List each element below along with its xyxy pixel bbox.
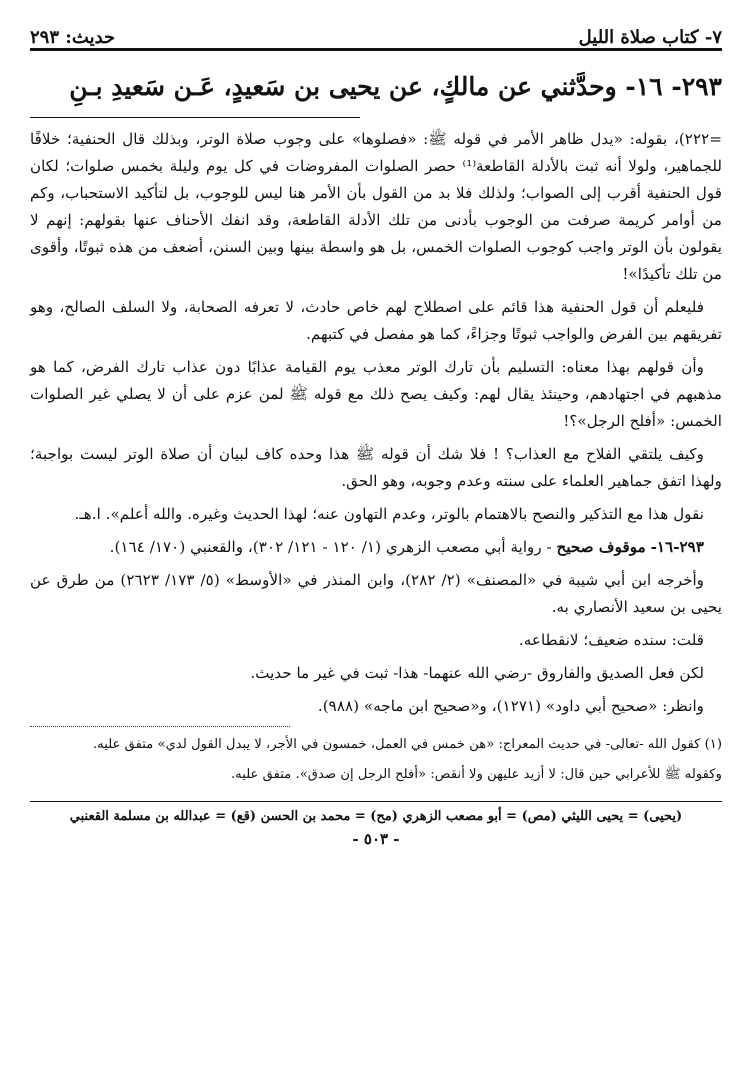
commentary-text [30, 126, 722, 720]
paragraph: نقول هذا مع التذكير والنصح بالاهتمام بالوتر، وعدم التهاون عنه؛ لهذا الحديث وغيره. والله أعلم». ا.هـ. [74, 505, 704, 523]
book-chapter-title: ٧- كتاب صلاة الليل [578, 27, 722, 48]
footnote: وكقوله ﷺ للأعرابي حين قال: لا أزيد عليهن ولا أنقص: «أفلح الرجل إن صدق». متفق عليه. [230, 767, 722, 782]
abbreviations-key: (يحيى) = يحيى الليثي (مص) = أبو مصعب الزهري (مح) = محمد بن الحسن (قع) = عبدالله بن مسلمة القعنبي [69, 809, 683, 824]
paragraph: =٢٢٢)، بقوله: «يدل ظاهر الأمر في قوله ﷺ: «فصلوها» على وجوب صلاة الوتر، وبذلك قال الحنفية؛ خلافًا للجماهير، ولولا أنه ثبت بالأدلة القاطعة⁽¹⁾ حصر الصلوات المفروضات في كل يوم وليلة بخمس صلوات؛ لكان قول الحنفية أقرب إلى الصواب؛ ولذلك فلا بد من القول بأن الأمر هنا ليس للوجوب، بل لتأكيد الاستحباب، وكم من أوامر كريمة صرفت من الوجوب بأدنى من تلك الأدلة القاطعة، وقد انفك الأحناف عنها بقولهم: إنهم لا يقولون بأن الوتر واجب كوجوب الصلوات الخمس، بل هو واسطة بينها وبين السنن، أضعف من هذه ثبوتًا، وأقوى من تلك تأكيدًا»! [30, 130, 723, 283]
page-number: - ٥٠٣ - [352, 830, 400, 848]
paragraph: وكيف يلتقي الفلاح مع العذاب؟ ! فلا شك أن قوله ﷺ هذا وحده كاف لبيان أن صلاة الوتر ليست بواجبة؛ ولهذا اتفق جماهير العلماء على سنته وعدم وجوبه، وهو الحق. [30, 445, 722, 490]
abbreviations-rule [30, 801, 722, 802]
footnotes [30, 733, 722, 787]
grading-number: ٢٩٣-١٦- [650, 538, 704, 556]
takhrij-line: وانظر: «صحيح أبي داود» (١٢٧١)، و«صحيح ابن ماجه» (٩٨٨). [317, 697, 704, 715]
takhrij-line: قلت: سنده ضعيف؛ لانقطاعه. [518, 631, 704, 649]
paragraph: فليعلم أن قول الحنفية هذا قائم على اصطلاح لهم خاص حادث، لا تعرفه الصحابة، ولا السلف الصالح، وهو تفريقهم بين الفرض والواجب ثبوتًا وجزاءً، كما هو مفصل في كتبهم. [30, 298, 722, 343]
takhrij-line: وأخرجه ابن أبي شيبة في «المصنف» (٢/ ٢٨٢)، وابن المنذر في «الأوسط» (٥/ ١٧٣/ ٢٦٢٣) من طرق عن يحيى بن سعيد الأنصاري به. [30, 571, 722, 616]
footnote-separator [30, 726, 290, 727]
grading-label: موقوف صحيح [556, 538, 646, 556]
takhrij-line: لكن فعل الصديق والفاروق -رضي الله عنهما- هذا- ثبت في غير ما حديث. [250, 664, 704, 682]
heading-rule [30, 117, 360, 118]
grading-line [30, 534, 722, 561]
running-header [30, 18, 722, 51]
hadith-number-label: حديث: ٢٩٣ [30, 27, 116, 48]
book-page [30, 18, 722, 1078]
grading-details: - رواية أبي مصعب الزهري (١/ ١٢٠ - ١٢١/ ٣٠٢)، والقعنبي (١٧٠/ ١٦٤). [109, 538, 552, 556]
footnote: (١) كقول الله -تعالى- في حديث المعراج: «هن خمس في العمل، خمسون في الأجر، لا يبدل القول لدي» متفق عليه. [92, 737, 722, 752]
paragraph: وأن قولهم بهذا معناه: التسليم بأن تارك الوتر معذب يوم القيامة عذابًا دون عذاب تارك الفرض، كما هو مذهبهم في اجتهادهم، وحينئذ يقال لهم: وكيف يصح ذلك مع قوله ﷺ لمن عزم على أن لا يصلي غير الصلوات الخمس: «أفلح الرجل»؟! [30, 358, 722, 430]
hadith-heading: ٢٩٣- ١٦- وحدَّثني عن مالكٍ، عن يحيى بن سَعيدٍ، عَـن سَعيدِ بـنِ [69, 72, 722, 101]
